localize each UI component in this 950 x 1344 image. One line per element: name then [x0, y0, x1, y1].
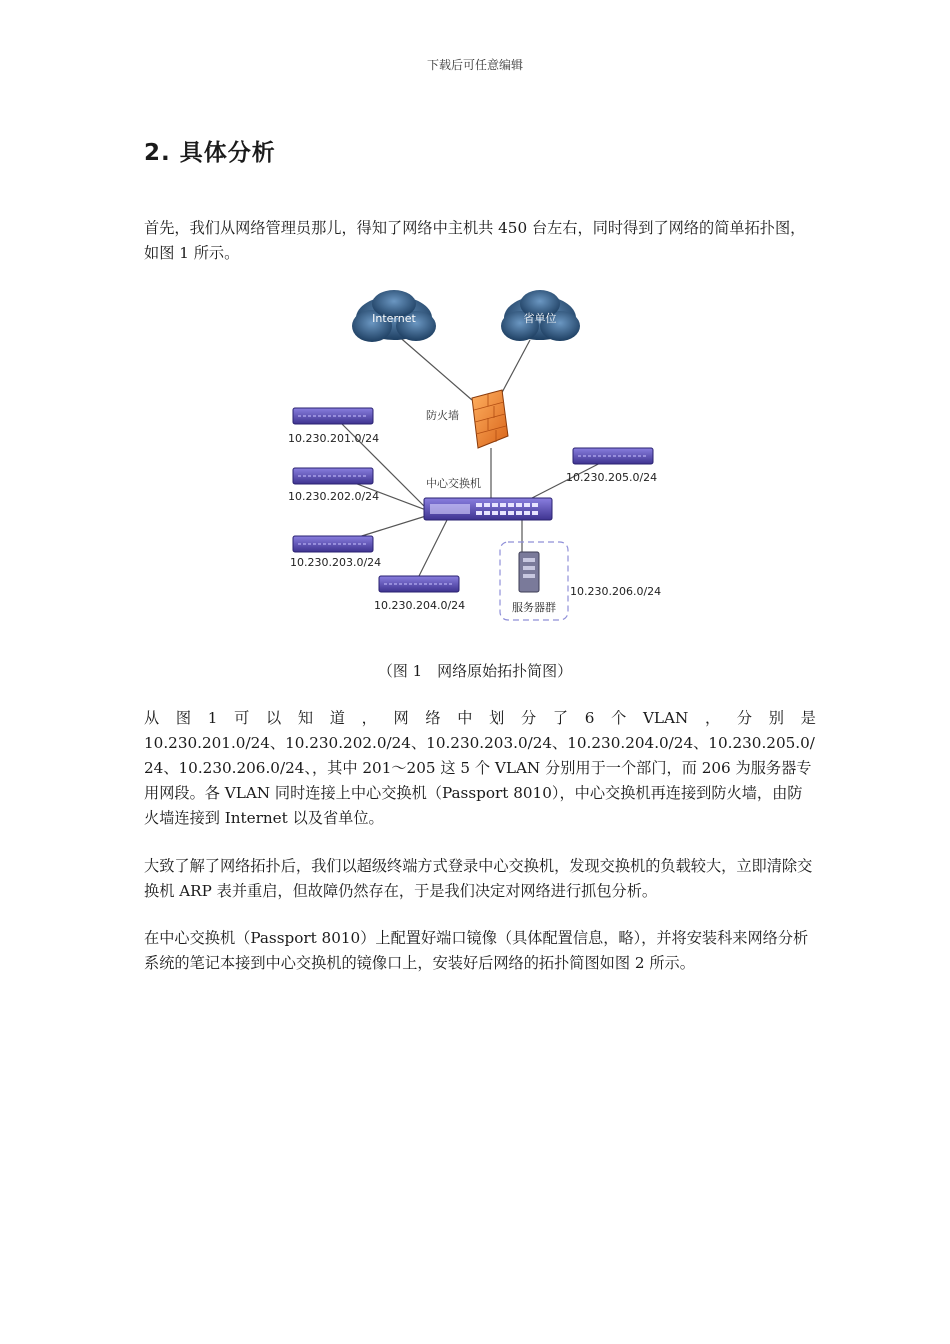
word: 了 [552, 709, 569, 727]
core-switch-label: 中心交换机 [426, 477, 481, 490]
word: 网 [393, 709, 409, 727]
paragraph-diagnosis: 大致了解了网络拓扑后，我们以超级终端方式登录中心交换机，发现交换机的负载较大，立即清除交换机 ARP 表并重启，但故障仍然存在，于是我们决定对网络进行抓包分析。 [144, 857, 813, 900]
word: 1 [207, 709, 218, 727]
word: 可 [234, 709, 250, 727]
connection-lines [336, 334, 614, 578]
word: 道 [329, 709, 345, 727]
figure-caption: （图 1 网络原始拓扑简图） [377, 662, 573, 680]
word: 划 [489, 709, 505, 727]
vlan201-label: 10.230.201.0/24 [288, 432, 380, 445]
word: VLAN [642, 709, 689, 727]
word: 中 [457, 709, 473, 727]
province-cloud-icon [501, 290, 580, 341]
switch-vlan203-icon [290, 536, 381, 569]
switch-vlan201-icon [288, 408, 379, 445]
core-switch-icon [424, 476, 552, 520]
province-label: 省单位 [523, 312, 557, 325]
server-icon [519, 552, 539, 592]
word: 知 [297, 709, 314, 727]
word: 是 [800, 709, 816, 727]
network-topology-figure [276, 282, 676, 628]
vlan203-label: 10.230.203.0/24 [290, 556, 382, 569]
vlan204-label: 10.230.204.0/24 [374, 599, 466, 612]
server-group-label: 服务器群 [512, 601, 556, 614]
internet-cloud-icon [352, 290, 436, 342]
page-header: 下载后可任意编辑 [426, 58, 523, 72]
switch-vlan202-icon [288, 468, 379, 503]
justified-first-line [144, 706, 816, 731]
server-group [500, 542, 661, 620]
word: 6 [584, 709, 595, 727]
switch-vlan204-icon [374, 576, 465, 612]
word: ， [361, 709, 377, 727]
paragraph-vlans-body: 10.230.201.0/24、10.230.202.0/24、10.230.203.0/24、10.230.204.0/24、10.230.205.0/24、10.230.206.0/24、，其中 201～205 这 5 个 VLAN 分别用于一个部门，而 206 为服务器专用网段。各 VLAN 同时连接上中心交换机（Passport 8010），中心交换机再连接到防火墙，由防火墙连接到 Internet 以及省单位。 [144, 734, 815, 827]
paragraph-intro: 首先，我们从网络管理员那儿，得知了网络中主机共 450 台左右，同时得到了网络的简单拓扑图，如图 1 所示。 [144, 219, 806, 262]
word: 从 [144, 709, 160, 727]
word: ， [704, 709, 721, 727]
section-title: 2. 具体分析 [144, 140, 276, 166]
word: 络 [425, 709, 441, 727]
vlan206-label: 10.230.206.0/24 [570, 585, 662, 598]
topology-diagram [276, 282, 676, 628]
word: 分 [736, 709, 753, 727]
firewall-icon [426, 390, 508, 448]
internet-label: Internet [372, 312, 416, 325]
word: 以 [265, 709, 282, 727]
vlan205-label: 10.230.205.0/24 [566, 471, 658, 484]
word: 分 [520, 709, 537, 727]
paragraph-mirroring: 在中心交换机（Passport 8010）上配置好端口镜像（具体配置信息，略），并将安装科来网络分析系统的笔记本接到中心交换机的镜像口上，安装好后网络的拓扑简图如图 2 所示。 [144, 929, 809, 972]
word: 图 [175, 709, 192, 727]
vlan202-label: 10.230.202.0/24 [288, 490, 380, 503]
firewall-label: 防火墙 [426, 409, 459, 422]
word: 别 [768, 709, 784, 727]
word: 个 [611, 709, 627, 727]
switch-vlan205-icon [566, 448, 657, 484]
paragraph-vlans [144, 706, 816, 831]
